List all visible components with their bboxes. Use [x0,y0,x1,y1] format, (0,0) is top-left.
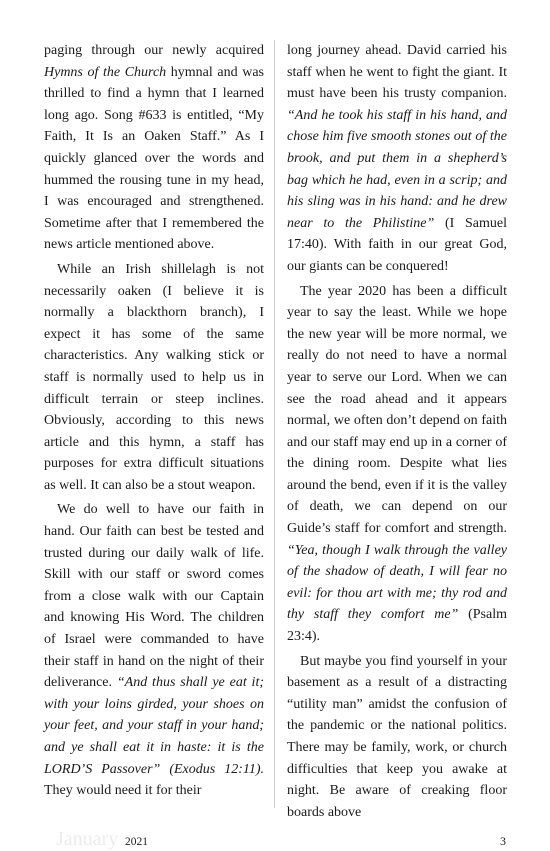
scripture-quote: “Yea, though I walk through the valley of the shadow of death, I will fear no evil: for thou art with me; thy rod and thy staff they comfort me” [287,542,507,623]
paragraph [287,651,507,824]
paragraph [44,259,264,497]
scripture-quote: Hymns of the Church [44,64,167,80]
text-run: We do well to have our faith in hand. Our faith can best be tested and trusted during our daily walk of life. Skill with our staff or sword comes from a close walk with our Captain and knowing His Word. The children of Israel were commanded to have their staff in hand on the night of their deliverance. [44,502,264,691]
text-run: hymnal and was thrilled to find a hymn that I learned long ago. Song #633 is entitled, “My Faith, It Is an Oaken Staff.” As I quickly glanced over the words and hummed the rousing tune in my head, I was encouraged and strengthened. Sometime after that I remembered the news article mentioned above. [44,64,264,253]
text-run: paging through our newly acquired [44,43,264,58]
scripture-quote: “And thus shall ye eat it; with your loins girded, your shoes on your feet, and your staff in your hand; and ye shall eat it in haste: it is the LORD’S Passover” (Exodus 12:11). [44,675,264,777]
scripture-quote: “And he took his staff in his hand, and chose him five smooth stones out of the brook, and put them in a shepherd’s bag which he had, even in a scrip; and his sling was in his hand: and he drew near to the Philistine” [287,107,507,231]
left-column [44,40,264,802]
paragraph [287,281,507,648]
text-run: (I Samuel 17:40). With faith in our great God, our giants can be conquered! [287,215,507,274]
text-run: While an Irish shillelagh is not necessarily oaken (I believe it is normally a blackthorn branch), I expect it has some of the same characteristics. Any walking stick or staff is normally used to help us in difficult terrain or steep inclines. Obviously, according to this news article and this hymn, a staff has purposes for extra difficult situations as well. It can also be a stout weapon. [44,261,264,493]
paragraph [44,499,264,801]
paragraph [44,40,264,256]
page-number: 3 [500,834,506,848]
text-run: They would need it for their [44,783,202,799]
text-run: But maybe you find yourself in your basement as a result of a distracting “utility man” amidst the confusion of the pandemic or the national politics. There may be family, work, or church difficulties that keep you awake at night. Be aware of creaking floor boards above [287,653,507,820]
text-run: (Psalm 23:4). [287,607,507,645]
right-column [287,40,507,823]
paragraph [287,40,507,278]
text-run: The year 2020 has been a difficult year to say the least. While we hope the new year will be more normal, we really do not need to have a normal year to serve our Lord. When we can see the road ahead and it appears normal, we often don’t depend on faith and our staff may end up in a corner of the dining room. Despite what lies around the bend, even if it is the valley of death, we can depend on our Guide’s staff for comfort and strength. [287,283,507,537]
text-run: long journey ahead. David carried his staff when he went to fight the giant. It must have been his trusty companion. [287,43,507,102]
footer-year: 2021 [125,836,148,848]
footer-month-watermark: January [56,828,119,850]
column-divider [274,40,275,808]
